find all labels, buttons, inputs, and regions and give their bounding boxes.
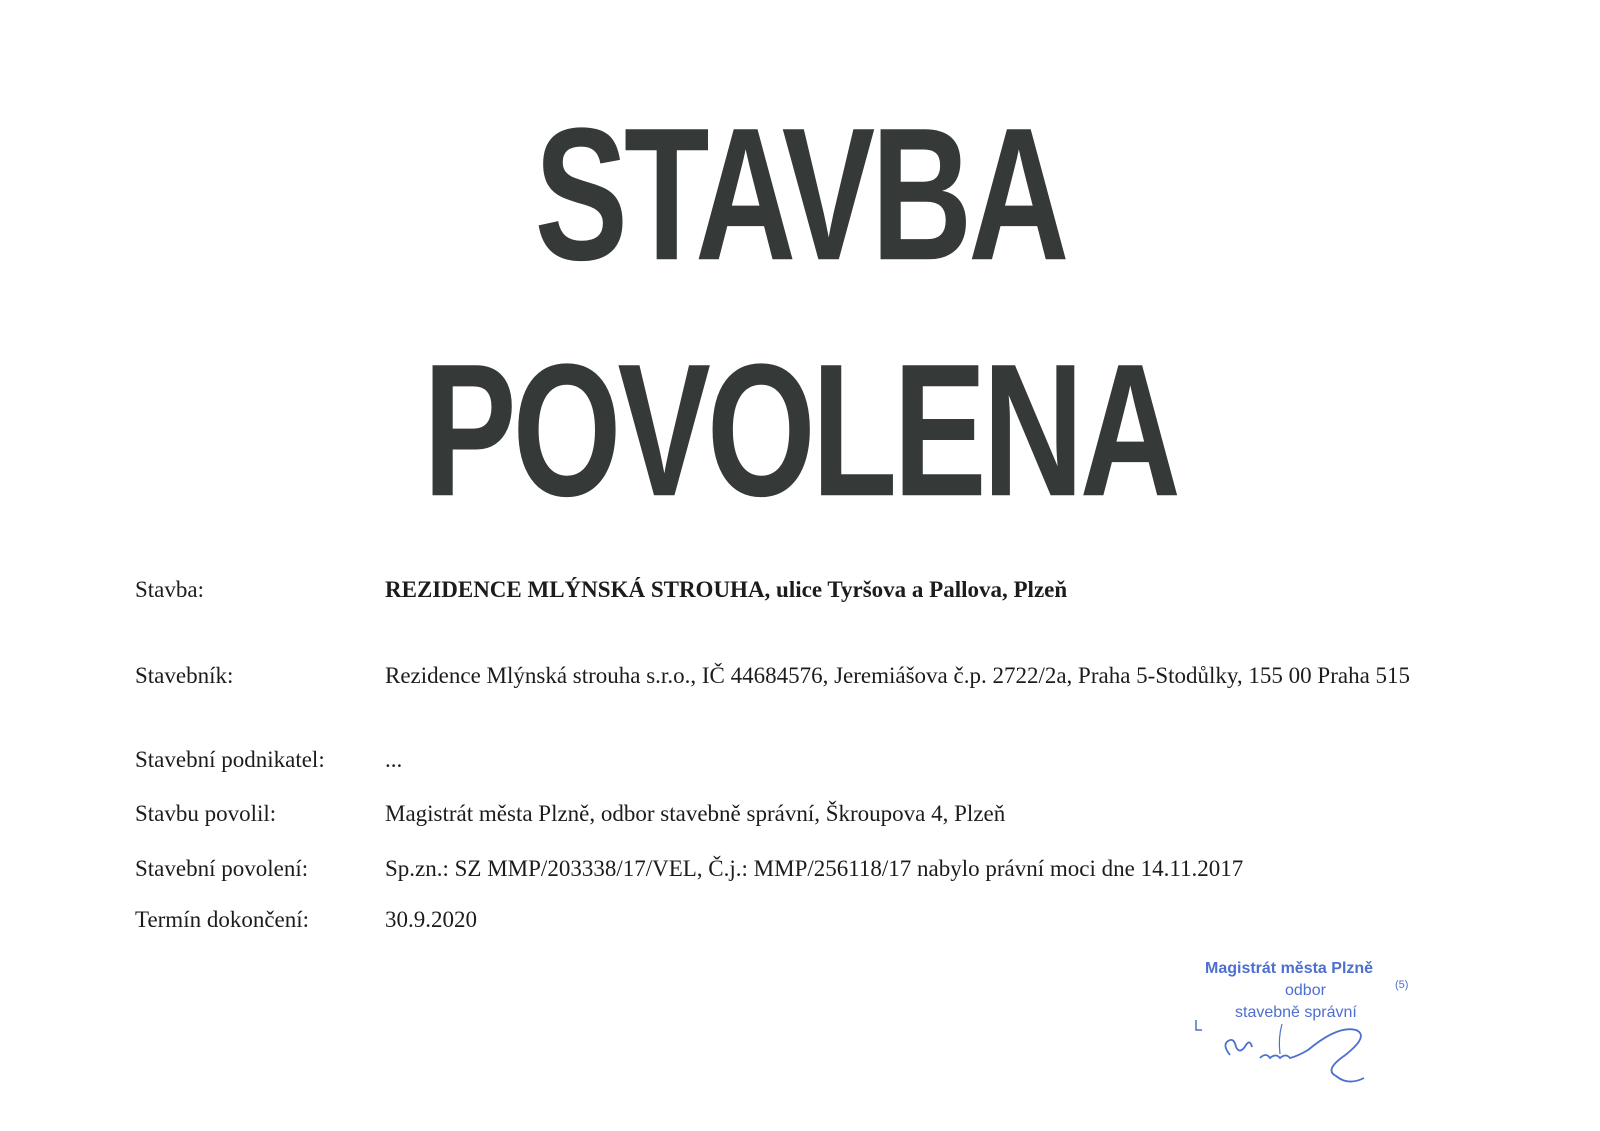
field-label: Stavební povolení: xyxy=(135,856,309,881)
field-label: Stavebník: xyxy=(135,663,234,688)
field-label: Stavební podnikatel: xyxy=(135,747,325,772)
field-value: 30.9.2020 xyxy=(385,907,477,932)
headline-stavba: STAVBA xyxy=(534,87,1066,300)
office-stamp xyxy=(1190,960,1450,1100)
stamp-office-name: Magistrát města Plzně xyxy=(1205,960,1374,977)
field-value: Sp.zn.: SZ MMP/203338/17/VEL, Č.j.: MMP/256118/17 nabylo právní moci dne 14.11.2017 xyxy=(385,856,1244,881)
field-value: Magistrát města Plzně, odbor stavebně správní, Škroupova 4, Plzeň xyxy=(385,801,1006,826)
stamp-department: odbor xyxy=(1285,982,1326,999)
field-label: Stavba: xyxy=(135,577,204,602)
stamp-department-name: stavebně správní xyxy=(1235,1004,1357,1021)
stamp-number: (5) xyxy=(1395,979,1409,991)
field-value: REZIDENCE MLÝNSKÁ STROUHA, ulice Tyršova a Pallova, Plzeň xyxy=(385,577,1068,602)
signature-icon xyxy=(1190,1000,1450,1100)
field-label: Stavbu povolil: xyxy=(135,801,277,826)
headline-povolena: POVOLENA xyxy=(423,323,1177,536)
field-value: Rezidence Mlýnská strouha s.r.o., IČ 44684576, Jeremiášova č.p. 2722/2a, Praha 5-Stodůlky, 155 00 Praha 515 xyxy=(385,663,1411,688)
field-value: ... xyxy=(385,747,403,772)
field-label: Termín dokončení: xyxy=(135,907,310,932)
